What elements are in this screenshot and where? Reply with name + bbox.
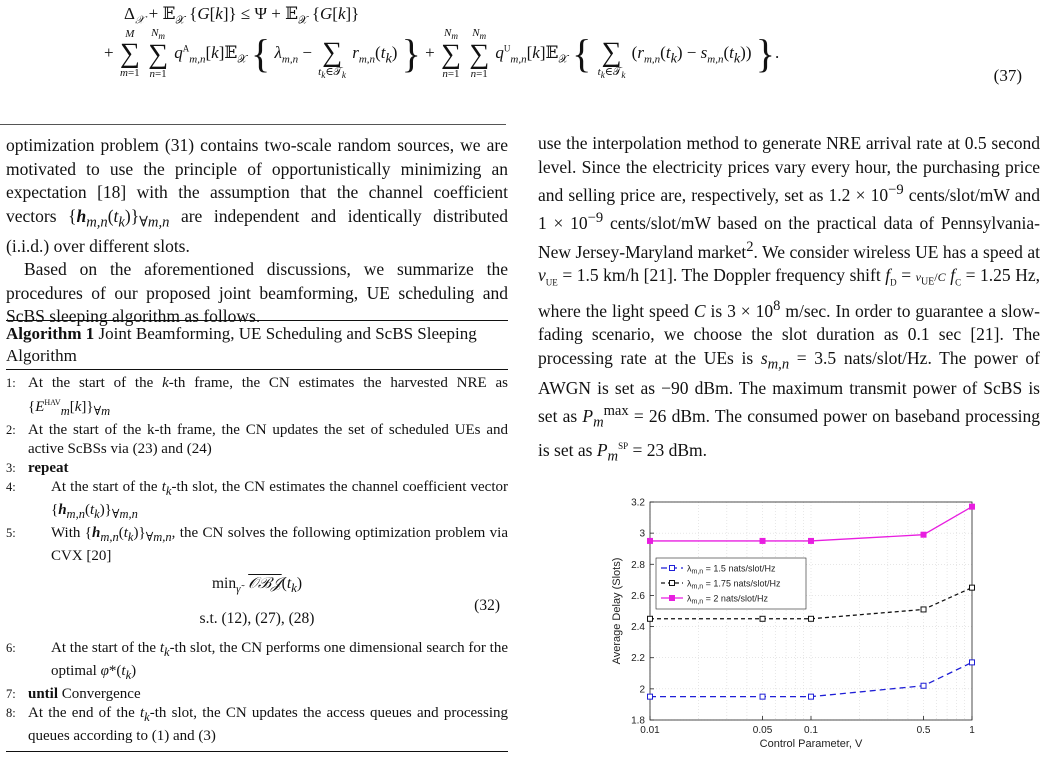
- algorithm-title: Algorithm 1 Joint Beamforming, UE Scheduling and ScBS Sleeping Algorithm: [6, 321, 508, 370]
- series-2-point: [970, 585, 975, 590]
- equation-37: [0, 0, 1042, 112]
- y-tick-label: 2: [639, 684, 645, 696]
- series-3-point: [921, 532, 926, 537]
- optimization-problem-32: $\min_{\gammã}$ $𝒪ℬ𝒥(t_k)$ s.t. (12), (27), (28) (32): [199, 575, 500, 628]
- section-divider: [0, 124, 506, 125]
- average-delay-chart: [606, 484, 986, 762]
- equation-number: (37): [993, 66, 1022, 85]
- paragraph-opportunistic: optimization problem (31) contains two-scale random sources, we are motivated to use the principle of opportunistically minimizing an expectation [18] with the assumption that the channel coefficient vectors $\{h_{m,n}(t_k)\}_{\forall m,n}$ are independent and identically distributed (i.i.d.) over different slots.: [6, 135, 508, 256]
- series-3-point: [970, 504, 975, 509]
- x-tick-label: 0.5: [916, 725, 931, 736]
- algorithm-step-6: 6: At the start of the $t_k-th$ slot, the CN performs one dimensional search for the optimal $\varphi*(t_k)$: [6, 640, 508, 683]
- series-3-point: [760, 538, 765, 543]
- series-1-point: [760, 694, 765, 699]
- x-tick-label: 0.1: [804, 725, 818, 736]
- right-column: [538, 132, 1040, 469]
- algorithm-step-5: 5: With $\{h_{m,n}(t_k)\}_{\forall m,n}$, the CN solves the following optimization problem via CVX [20]: [6, 525, 509, 564]
- series-2-point: [809, 616, 814, 621]
- series-1-point: [809, 694, 814, 699]
- algorithm-step-2: 2: At the start of the k-th frame, the CN updates the set of scheduled UEs and active ScBSs via (23) and (24): [6, 422, 508, 457]
- y-axis-label: Average Delay (Slots): [611, 557, 623, 665]
- legend-entry-2: $\lambda_{m,n} = 1.75$ nats/slot/Hz: [687, 578, 781, 591]
- equation-number-32: (32): [474, 597, 500, 614]
- series-3-point: [809, 538, 814, 543]
- chart-svg: [606, 484, 986, 762]
- algorithm-box: [6, 320, 508, 752]
- y-tick-label: 2.2: [631, 653, 645, 665]
- y-tick-label: 1.8: [631, 715, 645, 727]
- x-tick-label: 0.01: [640, 725, 660, 736]
- algorithm-step-4: 4: At the start of the $t_k-th$ slot, the CN estimates the channel coefficient vector $\{h_{m,n}(t_k)\}_{\forall m,n}$: [6, 479, 508, 521]
- legend-marker-3: [670, 596, 675, 601]
- y-tick-label: 2.4: [631, 622, 645, 634]
- series-2-point: [648, 616, 653, 621]
- series-2-point: [760, 616, 765, 621]
- y-tick-label: 2.6: [631, 590, 645, 602]
- y-tick-label: 3.2: [631, 497, 645, 509]
- left-column: [6, 134, 508, 329]
- series-1-point: [648, 694, 653, 699]
- y-tick-label: 3: [639, 528, 645, 540]
- series-1-point: [921, 683, 926, 688]
- series-2-point: [921, 607, 926, 612]
- equation-line-1: $\Delta_𝒳$ + 𝔼$_𝒳$ {G[k]} ≤ Ψ + 𝔼$_𝒳$ {G[k]}: [124, 4, 360, 27]
- x-tick-label: 1: [969, 725, 975, 736]
- series-3-point: [648, 538, 653, 543]
- paragraph-summary: Based on the aforementioned discussions, we summarize the procedures of our proposed joint beamforming, UE scheduling and ScBS sleeping algorithm as follows.: [6, 259, 508, 326]
- algorithm-bottom-rule: [6, 751, 508, 752]
- algorithm-step-7: 7: until Convergence: [6, 686, 141, 703]
- algorithm-step-3: 3: repeat: [6, 460, 69, 476]
- equation-line-2: + M ∑ m=1 $N_m$ ∑ n=1 $q^A_{m,n}[k]𝔼_𝒳$ { $\lambda_{m,n}$ − ∑ $t_k\in 𝒯_k$ $r_{m,n}(t_k)$ } + $N_m$ ∑ n=1 $N_m$ ∑ n=1 $q^U_{m,n}[k]𝔼_𝒳$ { ∑ $t_k\in 𝒯_k$ $(r_{m,n}(t_k) - s_{m,n}(t_k))$ }.: [104, 27, 780, 81]
- legend-marker-2: [670, 581, 675, 586]
- x-axis-label: Control Parameter, V: [759, 738, 863, 750]
- paragraph-simulation-setup: use the interpolation method to generate NRE arrival rate at 0.5 second level. Since the electricity prices vary every hour, the purchasing price and selling price are, respectively, set as $1.2 \times 10^{-9}$ cents/slot/mW and $1 \times 10^{-9}$ cents/slot/mW based on the practical data of Pennsylvania-New Jersey-Maryland market$^2$. We consider wireless UE has a speed at $v_{UE} = 1.5$ km/h [21]. The Doppler frequency shift $f_D = v_{UE}/C$ $f_C = 1.25$ Hz, where the light speed C is $3 \times 10^8$ m/sec. In order to guarantee a slow-fading scenario, we choose the slot duration as 0.1 sec [21]. The processing rate at the UEs is $s_{m,n} = 3.5$ nats/slot/Hz. The power of AWGN is set as −90 dBm. The maximum transmit power of ScBS is set as $P_m^{max} = 26$ dBm. The consumed power on baseband processing is set as $P_m^{SP} = 23$ dBm.: [538, 133, 1041, 465]
- legend-marker-1: [670, 566, 675, 571]
- legend-entry-3: $\lambda_{m,n} = 2$ nats/slot/Hz: [687, 593, 768, 606]
- y-tick-label: 2.8: [631, 559, 645, 571]
- x-tick-label: 0.05: [752, 725, 773, 736]
- algorithm-step-1: 1: At the start of the k-th frame, the CN estimates the harvested NRE as $\{E^{HAV}_m[k]\}_{\forall m}$: [6, 375, 508, 418]
- series-1-point: [970, 660, 975, 665]
- algorithm-step-8: 8: At the end of the $t_k-th$ slot, the CN updates the access queues and processing queues according to (1) and (3): [6, 705, 508, 745]
- algorithm-body: [6, 370, 508, 746]
- legend-entry-1: $\lambda_{m,n} = 1.5$ nats/slot/Hz: [687, 563, 776, 576]
